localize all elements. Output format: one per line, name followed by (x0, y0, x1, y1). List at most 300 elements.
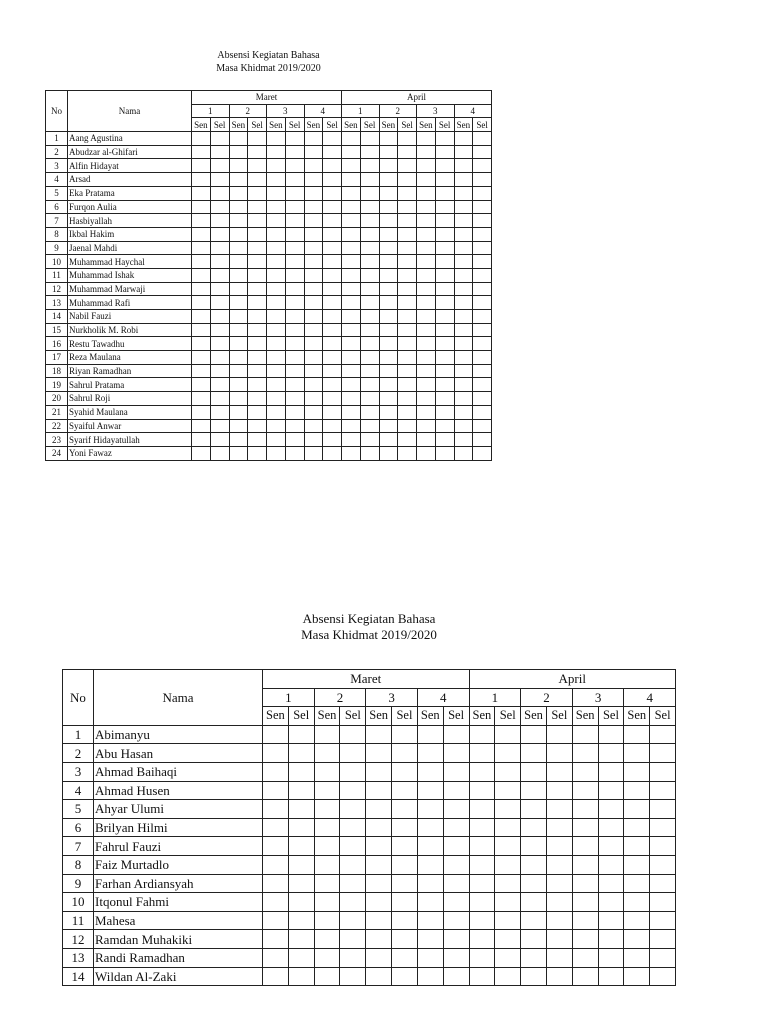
attendance-cell (360, 255, 379, 269)
attendance-cell (248, 419, 267, 433)
attendance-cell (366, 837, 392, 856)
header-day: Sen (624, 707, 650, 726)
attendance-cell (285, 446, 304, 460)
attendance-cell (650, 818, 676, 837)
attendance-cell (248, 446, 267, 460)
attendance-cell (417, 948, 443, 967)
attendance-cell (598, 744, 624, 763)
attendance-cell (248, 405, 267, 419)
attendance-cell (417, 405, 436, 419)
row-number: 20 (46, 392, 68, 406)
attendance-cell (267, 200, 286, 214)
attendance-cell (314, 744, 340, 763)
attendance-cell (379, 351, 398, 365)
attendance-cell (192, 446, 211, 460)
attendance-cell (360, 364, 379, 378)
row-number: 2 (46, 145, 68, 159)
attendance-cell (248, 337, 267, 351)
attendance-cell (379, 145, 398, 159)
attendance-cell (267, 310, 286, 324)
attendance-cell (495, 837, 521, 856)
attendance-cell (417, 433, 436, 447)
attendance-cell (473, 310, 492, 324)
row-name: Syaiful Anwar (68, 419, 192, 433)
attendance-cell (650, 837, 676, 856)
attendance-cell (624, 874, 650, 893)
attendance-cell (495, 893, 521, 912)
attendance-cell (267, 227, 286, 241)
attendance-cell (229, 392, 248, 406)
attendance-cell (366, 893, 392, 912)
attendance-cell (210, 323, 229, 337)
attendance-cell (417, 744, 443, 763)
attendance-cell (340, 874, 366, 893)
attendance-cell (360, 296, 379, 310)
attendance-cell (473, 446, 492, 460)
attendance-table (45, 90, 492, 461)
attendance-cell (379, 323, 398, 337)
attendance-cell (379, 337, 398, 351)
row-name: Ahmad Baihaqi (94, 762, 263, 781)
attendance-cell (342, 310, 361, 324)
attendance-cell (263, 837, 289, 856)
attendance-cell (417, 296, 436, 310)
table-row (46, 378, 492, 392)
table-row (63, 818, 676, 837)
attendance-cell (495, 781, 521, 800)
attendance-cell (398, 296, 417, 310)
attendance-cell (323, 351, 342, 365)
attendance-cell (650, 893, 676, 912)
attendance-cell (248, 364, 267, 378)
attendance-cell (192, 145, 211, 159)
attendance-cell (285, 364, 304, 378)
attendance-cell (454, 241, 473, 255)
attendance-cell (192, 296, 211, 310)
attendance-cell (288, 967, 314, 986)
attendance-cell (417, 911, 443, 930)
attendance-cell (546, 911, 572, 930)
attendance-cell (379, 446, 398, 460)
table-row (46, 419, 492, 433)
attendance-cell (229, 186, 248, 200)
header-day: Sel (288, 707, 314, 726)
attendance-cell (342, 186, 361, 200)
attendance-cell (495, 725, 521, 744)
attendance-cell (469, 818, 495, 837)
row-number: 24 (46, 446, 68, 460)
attendance-cell (323, 159, 342, 173)
attendance-cell (192, 227, 211, 241)
attendance-cell (342, 337, 361, 351)
row-name: Aang Agustina (68, 132, 192, 146)
attendance-cell (323, 392, 342, 406)
attendance-cell (342, 364, 361, 378)
header-week: 3 (572, 688, 624, 707)
attendance-cell (379, 268, 398, 282)
attendance-cell (473, 392, 492, 406)
attendance-cell (304, 241, 323, 255)
attendance-cell (435, 200, 454, 214)
attendance-cell (210, 351, 229, 365)
row-number: 3 (46, 159, 68, 173)
header-week: 4 (454, 104, 492, 118)
attendance-cell (417, 255, 436, 269)
table-row (46, 241, 492, 255)
attendance-cell (598, 967, 624, 986)
attendance-cell (229, 241, 248, 255)
attendance-cell (267, 392, 286, 406)
attendance-cell (417, 378, 436, 392)
attendance-cell (210, 159, 229, 173)
attendance-cell (285, 392, 304, 406)
attendance-cell (435, 323, 454, 337)
attendance-cell (340, 744, 366, 763)
attendance-cell (340, 781, 366, 800)
attendance-cell (546, 837, 572, 856)
attendance-cell (267, 433, 286, 447)
attendance-cell (192, 255, 211, 269)
attendance-cell (650, 911, 676, 930)
table-row (63, 874, 676, 893)
attendance-cell (340, 893, 366, 912)
attendance-cell (598, 855, 624, 874)
attendance-cell (285, 200, 304, 214)
row-name: Faiz Murtadlo (94, 855, 263, 874)
row-name: Sahrul Roji (68, 392, 192, 406)
attendance-cell (417, 419, 436, 433)
attendance-cell (342, 296, 361, 310)
row-name: Alfin Hidayat (68, 159, 192, 173)
attendance-cell (398, 364, 417, 378)
attendance-cell (288, 762, 314, 781)
attendance-cell (323, 145, 342, 159)
attendance-cell (229, 323, 248, 337)
attendance-cell (263, 948, 289, 967)
header-week: 2 (379, 104, 417, 118)
attendance-cell (598, 837, 624, 856)
attendance-cell (392, 781, 418, 800)
attendance-cell (435, 296, 454, 310)
attendance-cell (285, 214, 304, 228)
row-name: Abu Hasan (94, 744, 263, 763)
attendance-cell (392, 818, 418, 837)
attendance-cell (473, 433, 492, 447)
attendance-cell (473, 200, 492, 214)
attendance-cell (454, 282, 473, 296)
attendance-cell (323, 310, 342, 324)
header-month: April (342, 91, 492, 105)
attendance-cell (366, 744, 392, 763)
row-name: Riyan Ramadhan (68, 364, 192, 378)
attendance-cell (210, 433, 229, 447)
attendance-cell (304, 255, 323, 269)
attendance-cell (366, 818, 392, 837)
attendance-cell (267, 214, 286, 228)
header-no: No (63, 670, 94, 726)
attendance-cell (398, 337, 417, 351)
attendance-cell (285, 132, 304, 146)
header-day: Sel (473, 118, 492, 132)
attendance-cell (417, 159, 436, 173)
attendance-cell (248, 173, 267, 187)
attendance-cell (323, 132, 342, 146)
attendance-cell (443, 911, 469, 930)
attendance-cell (360, 446, 379, 460)
attendance-cell (288, 800, 314, 819)
attendance-cell (248, 132, 267, 146)
attendance-cell (323, 419, 342, 433)
row-name: Arsad (68, 173, 192, 187)
attendance-cell (304, 214, 323, 228)
row-name: Syarif Hidayatullah (68, 433, 192, 447)
header-week: 1 (192, 104, 230, 118)
attendance-cell (229, 446, 248, 460)
table-row (63, 911, 676, 930)
attendance-cell (323, 296, 342, 310)
table-row (46, 227, 492, 241)
attendance-cell (340, 855, 366, 874)
attendance-cell (288, 837, 314, 856)
attendance-cell (469, 967, 495, 986)
attendance-cell (443, 967, 469, 986)
attendance-cell (473, 132, 492, 146)
attendance-cell (598, 874, 624, 893)
row-name: Randi Ramadhan (94, 948, 263, 967)
attendance-cell (546, 781, 572, 800)
attendance-cell (443, 948, 469, 967)
attendance-cell (598, 893, 624, 912)
row-number: 19 (46, 378, 68, 392)
attendance-cell (288, 855, 314, 874)
row-name: Ikbal Hakim (68, 227, 192, 241)
attendance-cell (624, 837, 650, 856)
attendance-cell (417, 893, 443, 912)
attendance-cell (624, 948, 650, 967)
header-no: No (46, 91, 68, 132)
attendance-cell (435, 446, 454, 460)
attendance-cell (572, 911, 598, 930)
row-name: Hasbiyallah (68, 214, 192, 228)
attendance-cell (314, 837, 340, 856)
row-name: Farhan Ardiansyah (94, 874, 263, 893)
header-day: Sen (521, 707, 547, 726)
header-day: Sel (210, 118, 229, 132)
attendance-cell (263, 725, 289, 744)
attendance-cell (342, 419, 361, 433)
attendance-cell (624, 930, 650, 949)
attendance-cell (521, 874, 547, 893)
attendance-cell (417, 132, 436, 146)
row-name: Ramdan Muhakiki (94, 930, 263, 949)
row-number: 16 (46, 337, 68, 351)
attendance-cell (521, 744, 547, 763)
header-day: Sel (340, 707, 366, 726)
table-row (46, 186, 492, 200)
attendance-cell (263, 874, 289, 893)
table-row (46, 132, 492, 146)
attendance-cell (314, 800, 340, 819)
attendance-cell (192, 186, 211, 200)
attendance-cell (392, 762, 418, 781)
attendance-cell (398, 241, 417, 255)
attendance-cell (454, 255, 473, 269)
attendance-cell (417, 725, 443, 744)
attendance-cell (314, 893, 340, 912)
attendance-cell (473, 241, 492, 255)
attendance-cell (229, 337, 248, 351)
attendance-cell (435, 255, 454, 269)
attendance-cell (229, 351, 248, 365)
attendance-cell (192, 132, 211, 146)
attendance-cell (495, 855, 521, 874)
attendance-cell (314, 948, 340, 967)
attendance-cell (469, 893, 495, 912)
row-name: Ahyar Ulumi (94, 800, 263, 819)
attendance-cell (521, 948, 547, 967)
table-row (46, 351, 492, 365)
attendance-cell (342, 132, 361, 146)
row-number: 7 (46, 214, 68, 228)
attendance-cell (285, 186, 304, 200)
attendance-cell (469, 837, 495, 856)
attendance-cell (248, 268, 267, 282)
attendance-cell (304, 419, 323, 433)
attendance-cell (248, 433, 267, 447)
header-week: 2 (521, 688, 573, 707)
header-day: Sen (314, 707, 340, 726)
attendance-cell (267, 241, 286, 255)
attendance-cell (360, 173, 379, 187)
header-week: 4 (304, 104, 342, 118)
attendance-cell (360, 323, 379, 337)
header-week: 3 (366, 688, 418, 707)
row-number: 9 (46, 241, 68, 255)
attendance-cell (392, 744, 418, 763)
row-number: 1 (46, 132, 68, 146)
attendance-cell (210, 337, 229, 351)
attendance-cell (454, 405, 473, 419)
attendance-cell (417, 227, 436, 241)
attendance-cell (304, 282, 323, 296)
attendance-cell (229, 268, 248, 282)
attendance-cell (454, 227, 473, 241)
attendance-cell (572, 893, 598, 912)
attendance-cell (360, 186, 379, 200)
attendance-cell (267, 337, 286, 351)
attendance-cell (417, 186, 436, 200)
attendance-cell (267, 378, 286, 392)
attendance-cell (288, 893, 314, 912)
attendance-cell (285, 255, 304, 269)
sheet-heading (45, 50, 492, 90)
attendance-cell (263, 911, 289, 930)
attendance-cell (473, 323, 492, 337)
row-name: Muhammad Rafi (68, 296, 192, 310)
attendance-cell (598, 781, 624, 800)
attendance-cell (435, 132, 454, 146)
header-week: 1 (263, 688, 315, 707)
attendance-cell (285, 419, 304, 433)
attendance-cell (443, 837, 469, 856)
row-name: Wildan Al-Zaki (94, 967, 263, 986)
attendance-cell (248, 241, 267, 255)
attendance-cell (521, 762, 547, 781)
table-row (46, 173, 492, 187)
attendance-cell (473, 173, 492, 187)
header-month: Maret (263, 670, 470, 689)
attendance-cell (469, 911, 495, 930)
attendance-cell (546, 744, 572, 763)
attendance-cell (572, 762, 598, 781)
attendance-cell (435, 227, 454, 241)
attendance-cell (229, 227, 248, 241)
row-name: Fahrul Fauzi (94, 837, 263, 856)
header-week: 4 (624, 688, 676, 707)
header-day: Sen (304, 118, 323, 132)
attendance-cell (469, 781, 495, 800)
attendance-cell (572, 874, 598, 893)
attendance-cell (267, 446, 286, 460)
attendance-cell (417, 855, 443, 874)
attendance-cell (495, 818, 521, 837)
attendance-cell (398, 214, 417, 228)
attendance-cell (435, 351, 454, 365)
attendance-cell (304, 145, 323, 159)
attendance-cell (229, 296, 248, 310)
attendance-cell (495, 948, 521, 967)
attendance-cell (192, 282, 211, 296)
attendance-cell (454, 310, 473, 324)
table-row (63, 967, 676, 986)
attendance-cell (398, 378, 417, 392)
attendance-cell (650, 800, 676, 819)
attendance-cell (392, 800, 418, 819)
attendance-cell (263, 930, 289, 949)
attendance-cell (285, 227, 304, 241)
attendance-cell (366, 948, 392, 967)
attendance-cell (210, 200, 229, 214)
attendance-cell (521, 818, 547, 837)
attendance-cell (624, 967, 650, 986)
attendance-cell (521, 855, 547, 874)
attendance-cell (435, 392, 454, 406)
row-name: Restu Tawadhu (68, 337, 192, 351)
header-day: Sel (598, 707, 624, 726)
row-number: 15 (46, 323, 68, 337)
attendance-cell (473, 282, 492, 296)
attendance-cell (248, 378, 267, 392)
attendance-cell (495, 930, 521, 949)
attendance-cell (624, 762, 650, 781)
attendance-cell (572, 967, 598, 986)
attendance-cell (650, 948, 676, 967)
table-row (46, 433, 492, 447)
attendance-cell (443, 781, 469, 800)
attendance-cell (323, 173, 342, 187)
row-name: Muhammad Ishak (68, 268, 192, 282)
row-number: 12 (63, 930, 94, 949)
table-row (46, 255, 492, 269)
attendance-cell (342, 433, 361, 447)
attendance-cell (342, 268, 361, 282)
attendance-cell (624, 818, 650, 837)
attendance-cell (285, 310, 304, 324)
attendance-cell (473, 296, 492, 310)
attendance-cell (454, 323, 473, 337)
attendance-cell (288, 818, 314, 837)
attendance-cell (229, 433, 248, 447)
